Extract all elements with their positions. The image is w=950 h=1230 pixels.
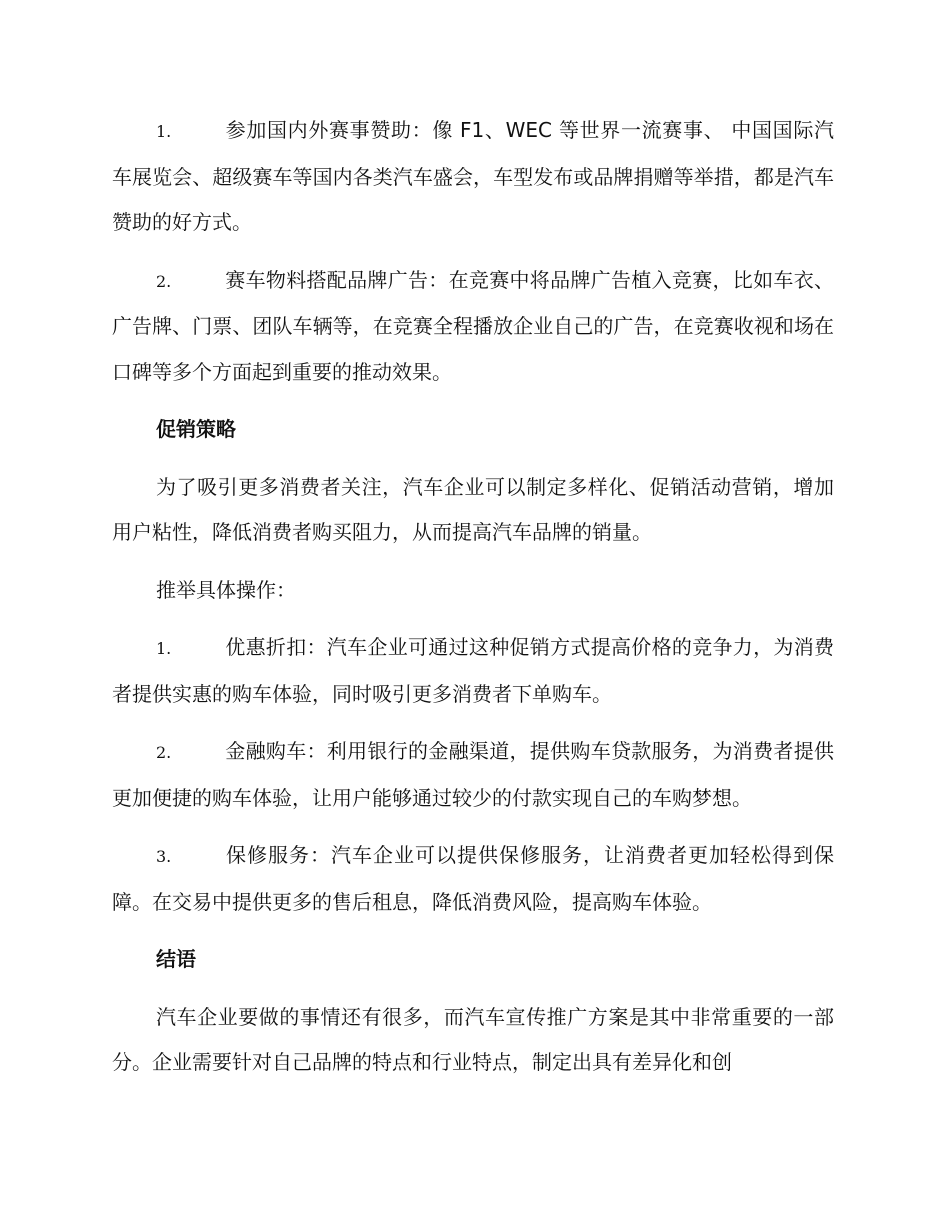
section-heading-conclusion: 结语 [156, 947, 196, 971]
promotion-list-item-3 [112, 833, 834, 925]
document-body [112, 108, 834, 1098]
section-heading-promotion: 促销策略 [156, 417, 236, 441]
list-number: 1. [156, 639, 172, 658]
list-item-text: 参加国内外赛事赞助：像 F1、WEC 等世界一流赛事、 中国国际汽车展览会、超级赛车等国内各类汽车盛会，车型发布或品牌捐赠等举措，都是汽车赞助的好方式。 [112, 118, 834, 234]
promotion-list-item-1 [112, 625, 834, 717]
list-item-text: 金融购车：利用银行的金融渠道，提供购车贷款服务，为消费者提供更加便捷的购车体验，让用户能够通过较少的付款实现自己的车购梦想。 [112, 739, 834, 810]
promotion-intro-paragraph: 为了吸引更多消费者关注，汽车企业可以制定多样化、促销活动营销，增加用户粘性，降低消费者购买阻力，从而提高汽车品牌的销量。 [112, 474, 834, 544]
promotion-operations-label: 推举具体操作： [156, 577, 296, 602]
list-number: 2. [156, 743, 172, 762]
sponsorship-list-item-2 [112, 258, 834, 396]
sponsorship-list-item-1 [112, 108, 834, 246]
list-number: 2. [156, 271, 172, 291]
list-item-text: 优惠折扣：汽车企业可通过这种促销方式提高价格的竞争力，为消费者提供实惠的购车体验，同时吸引更多消费者下单购车。 [112, 635, 834, 706]
list-number: 1. [156, 122, 172, 141]
list-item-text: 赛车物料搭配品牌广告：在竞赛中将品牌广告植入竞赛，比如车衣、广告牌、门票、团队车辆等，在竞赛全程播放企业自己的广告，在竞赛收视和场在口碑等多个方面起到重要的推动效果。 [112, 267, 834, 384]
promotion-list-item-2 [112, 729, 834, 821]
list-item-text: 保修服务：汽车企业可以提供保修服务，让消费者更加轻松得到保障。在交易中提供更多的售后租息，降低消费风险，提高购车体验。 [112, 843, 834, 914]
list-number: 3. [156, 847, 172, 866]
conclusion-paragraph: 汽车企业要做的事情还有很多，而汽车宣传推广方案是其中非常重要的一部分。企业需要针对自己品牌的特点和行业特点，制定出具有差异化和创 [112, 1004, 834, 1074]
